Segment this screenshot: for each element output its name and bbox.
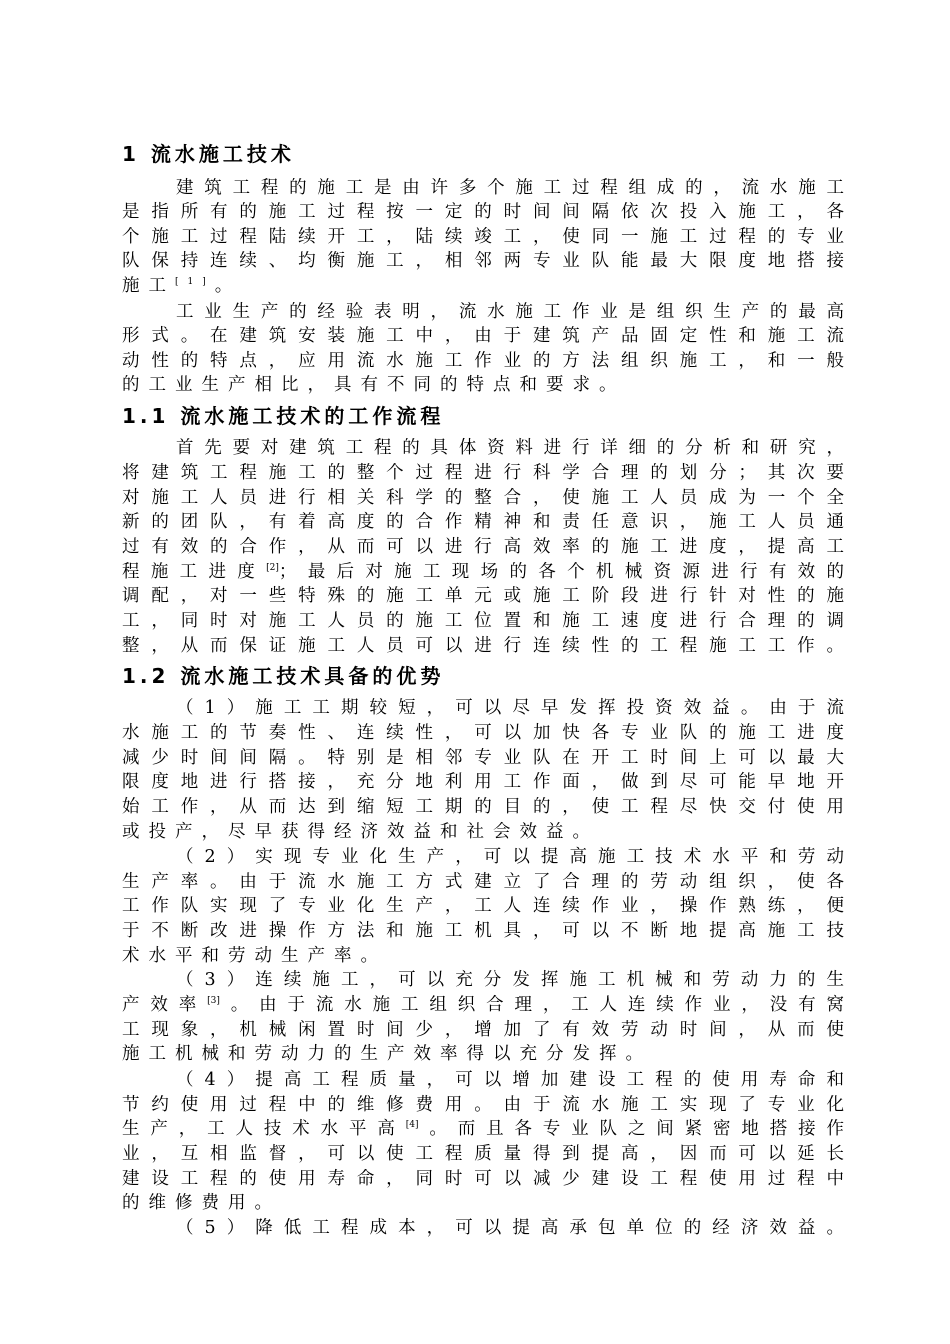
citation: [4] (405, 1120, 419, 1131)
text-line: 程施工进度[2]；最后对施工现场的各个机械资源进行有效的 (122, 562, 844, 582)
text-line: 于不断改进操作方法和施工机具，可以不断地提高施工技 (122, 921, 844, 941)
text-line: （4）提高工程质量，可以增加建设工程的使用寿命和 (176, 1070, 844, 1090)
text-line: 形式。在建筑安装施工中，由于建筑产品固定性和施工流 (122, 326, 844, 346)
text-line: 生产，工人技术水平高[4]。而且各专业队之间紧密地搭接作 (122, 1119, 844, 1139)
citation: [2] (266, 563, 279, 574)
heading-1-1: 1.1 流水施工技术的工作流程 (122, 404, 445, 428)
text-line: 个施工过程陆续开工，陆续竣工，使同一施工过程的专业 (122, 227, 844, 247)
text-line: 整，从而保证施工人员可以进行连续性的工程施工工作。 (122, 636, 844, 656)
citation: [1] (175, 277, 215, 288)
text-line: 施工机械和劳动力的生产效率得以充分发挥。 (122, 1044, 652, 1064)
text-line: 施工[1]。 (122, 276, 242, 296)
heading-1: 1 流水施工技术 (122, 142, 295, 166)
text-line: 工业生产的经验表明，流水施工作业是组织生产的最高 (176, 302, 844, 322)
text-line: 首先要对建筑工程的具体资料进行详细的分析和研究， (176, 438, 844, 458)
text-line: 将建筑工程施工的整个过程进行科学合理的划分；其次要 (122, 463, 844, 483)
text-line: 的工业生产相比，具有不同的特点和要求。 (122, 375, 626, 395)
text-line: 术水平和劳动生产率。 (122, 946, 387, 966)
text-line: 新的团队，有着高度的合作精神和责任意识，施工人员通 (122, 512, 844, 532)
text-line: 或投产，尽早获得经济效益和社会效益。 (122, 822, 599, 842)
text-line: 建设工程的使用寿命，同时可以减少建设工程使用过程中 (122, 1169, 844, 1189)
text-line: 水施工的节奏性、连续性，可以加快各专业队的施工进度 (122, 723, 844, 743)
text-line: 建筑工程的施工是由许多个施工过程组成的，流水施工 (176, 178, 844, 198)
text-line: 是指所有的施工过程按一定的时间间隔依次投入施工，各 (122, 202, 844, 222)
text-line: （1）施工工期较短，可以尽早发挥投资效益。由于流 (176, 698, 844, 718)
text-line: 生产率。由于流水施工方式建立了合理的劳动组织，使各 (122, 872, 844, 892)
text-line: 始工作，从而达到缩短工期的目的，使工程尽快交付使用 (122, 797, 844, 817)
text-line: 业，互相监督，可以使工程质量得到提高，因而可以延长 (122, 1144, 844, 1164)
text-line: （3）连续施工，可以充分发挥施工机械和劳动力的生 (176, 970, 844, 990)
text-line: 工作队实现了专业化生产，工人连续作业，操作熟练，便 (122, 896, 844, 916)
text-line: 队保持连续、均衡施工，相邻两专业队能最大限度地搭接 (122, 251, 844, 271)
text-line: 对施工人员进行相关科学的整合，使施工人员成为一个全 (122, 488, 844, 508)
text-line: 产效率[3]。由于流水施工组织合理，工人连续作业，没有窝 (122, 995, 844, 1015)
text-line: （5）降低工程成本，可以提高承包单位的经济效益。 (176, 1218, 844, 1238)
text-line: 工，同时对施工人员的施工位置和施工速度进行合理的调 (122, 611, 844, 631)
text-line: 工现象，机械闲置时间少，增加了有效劳动时间，从而使 (122, 1020, 844, 1040)
text-line: 限度地进行搭接，充分地利用工作面，做到尽可能早地开 (122, 772, 844, 792)
text-line: 调配，对一些特殊的施工单元或施工阶段进行针对性的施 (122, 586, 844, 606)
text-line: 节约使用过程中的维修费用。由于流水施工实现了专业化 (122, 1095, 844, 1115)
text-line: （2）实现专业化生产，可以提高施工技术水平和劳动 (176, 847, 844, 867)
heading-1-2: 1.2 流水施工技术具备的优势 (122, 664, 445, 688)
citation: [3] (207, 996, 220, 1007)
text-line: 减少时间间隔。特别是相邻专业队在开工时间上可以最大 (122, 748, 844, 768)
text-line: 过有效的合作，从而可以进行高效率的施工进度，提高工 (122, 537, 844, 557)
text-line: 动性的特点，应用流水施工作业的方法组织施工，和一般 (122, 351, 844, 371)
text-line: 的维修费用。 (122, 1193, 281, 1213)
